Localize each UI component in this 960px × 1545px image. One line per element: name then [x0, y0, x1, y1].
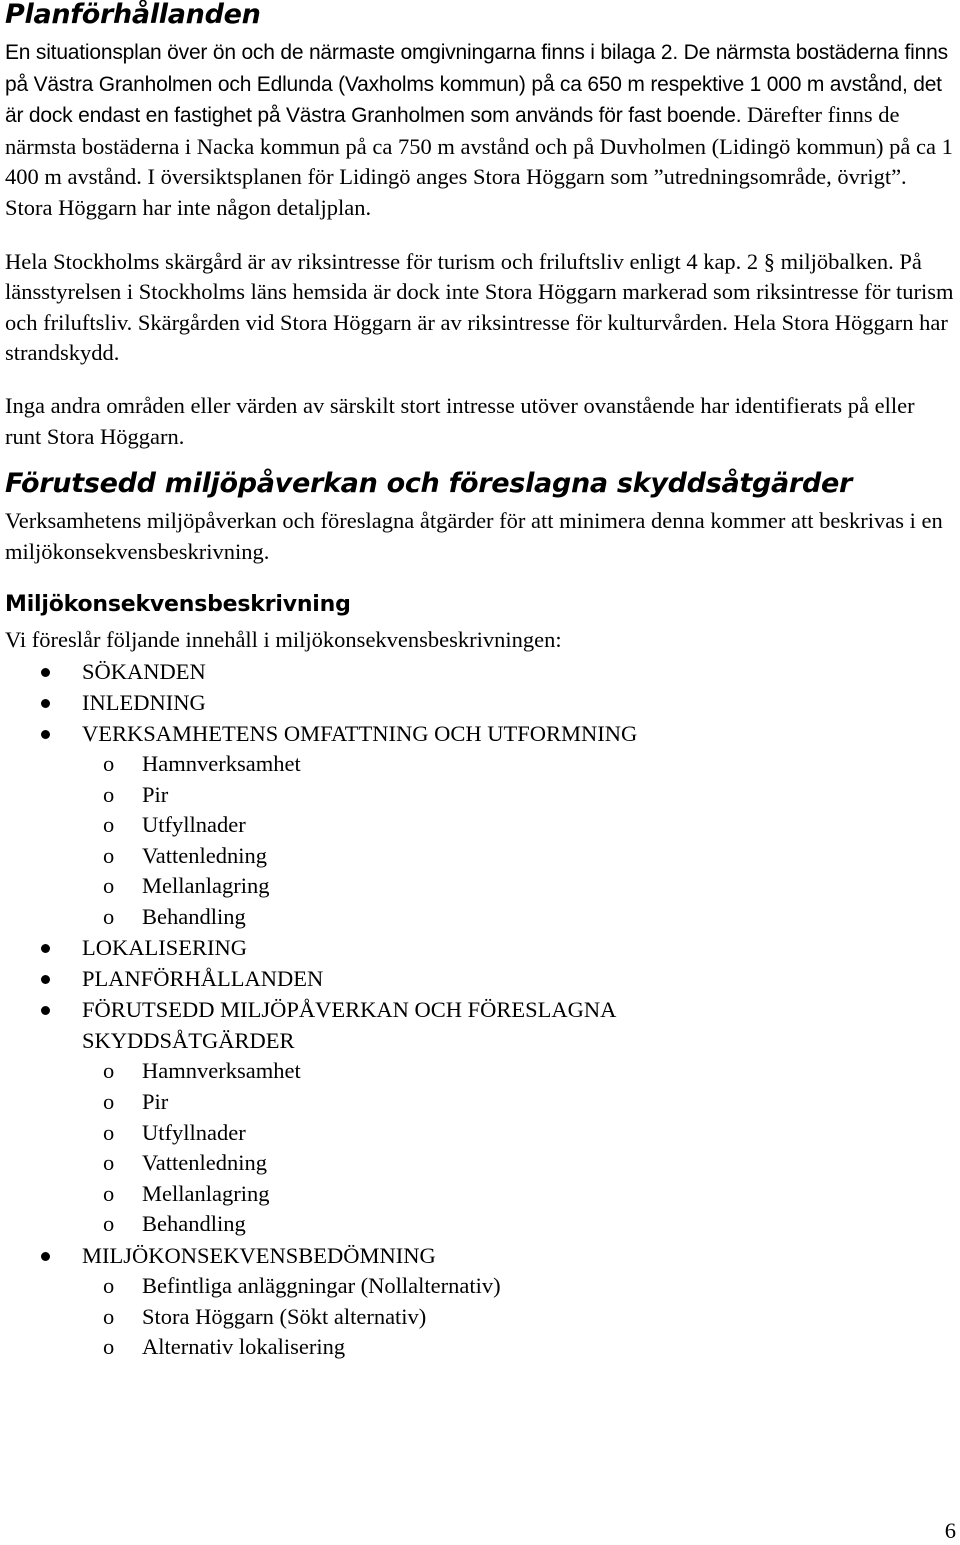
- outline-subitem-label: Pir: [142, 781, 169, 807]
- outline-item: [5, 687, 955, 718]
- bullet-icon: [41, 975, 50, 984]
- sub-bullet-icon: o: [103, 1150, 115, 1176]
- outline-sublist: [82, 749, 955, 933]
- outline-item: [5, 994, 955, 1240]
- sub-bullet-icon: o: [103, 1058, 115, 1084]
- bullet-icon: [41, 944, 50, 953]
- paragraph-verksamhetens: Verksamhetens miljöpåverkan och föreslagna åtgärder för att minimera denna kommer att beskrivas i en miljökonsekvensbeskrivning.: [5, 508, 943, 564]
- outline-sublist: [82, 1056, 955, 1240]
- bullet-icon: [41, 1006, 50, 1015]
- outline-subitem-label: Utfyllnader: [142, 1119, 246, 1145]
- outline-subitem-label: Behandling: [142, 903, 246, 929]
- bullet-icon: [41, 668, 50, 677]
- outline-subitem: [5, 1302, 955, 1333]
- outline-subitem-label: Hamnverksamhet: [142, 750, 301, 776]
- outline-item: [5, 656, 955, 687]
- paragraph-situationsplan-part1: En situationsplan över ön och de närmaste omgivningarna finns i bilaga 2. De närmsta bostäderna finns på Västra Granholmen och Edlunda (Vaxholms kommun) på ca 650 m respektive 1 000 m avstånd, det är dock endast en fastighet på Västra Granholmen som används för fast boende.: [5, 41, 948, 128]
- outline-subitem: [5, 1118, 955, 1149]
- outline-subitem: [5, 841, 955, 872]
- outline-item: [5, 718, 955, 933]
- section-heading-planforhallanden: Planförhållanden: [5, 0, 261, 30]
- outline-subitem: [5, 871, 955, 902]
- sub-bullet-icon: o: [103, 1180, 115, 1206]
- outline-item-label: FÖRUTSEDD MILJÖPÅVERKAN OCH FÖRESLAGNA SKYDDSÅTGÄRDER: [82, 997, 616, 1054]
- paragraph-situationsplan-part2: Därefter finns de närmsta bostäderna i Nacka kommun på ca 750 m avstånd och på Duvholmen (Lidingö kommun) på ca 1 400 m avstånd. I översiktsplanen för Lidingö anges Stora Höggarn som ”utredningsområde, övrigt”. Stora Höggarn har inte någon detaljplan.: [5, 102, 953, 220]
- outline-item-label: VERKSAMHETENS OMFATTNING OCH UTFORMNING: [82, 720, 638, 746]
- outline-item-label: INLEDNING: [82, 689, 206, 715]
- section-heading-forutsedd: Förutsedd miljöpåverkan och föreslagna skyddsåtgärder: [5, 468, 853, 500]
- paragraph-mkb-intro: Vi föreslår följande innehåll i miljökonsekvensbeskrivningen:: [5, 627, 562, 653]
- sub-bullet-icon: o: [103, 842, 115, 868]
- page-number: 6: [944, 1518, 956, 1543]
- outline-subitem: [5, 1087, 955, 1118]
- mkb-outline-list: [5, 656, 955, 1363]
- section-heading-mkb: Miljökonsekvensbeskrivning: [5, 592, 351, 618]
- outline-subitem: [5, 1179, 955, 1210]
- outline-subitem-label: Hamnverksamhet: [142, 1058, 301, 1084]
- outline-subitem-label: Pir: [142, 1089, 169, 1115]
- outline-item-label: LOKALISERING: [82, 935, 247, 961]
- outline-item: [5, 932, 955, 963]
- outline-item: [5, 963, 955, 994]
- bullet-icon: [41, 730, 50, 739]
- outline-subitem-label: Utfyllnader: [142, 812, 246, 838]
- outline-subitem: [5, 1332, 955, 1363]
- outline-item: [5, 1240, 955, 1363]
- outline-subitem-label: Befintliga anläggningar (Nollalternativ): [142, 1273, 501, 1299]
- outline-subitem-label: Vattenledning: [142, 1150, 267, 1176]
- sub-bullet-icon: o: [103, 781, 115, 807]
- outline-item-label: MILJÖKONSEKVENSBEDÖMNING: [82, 1243, 436, 1269]
- sub-bullet-icon: o: [103, 1089, 115, 1115]
- outline-subitem-label: Mellanlagring: [142, 1180, 270, 1206]
- sub-bullet-icon: o: [103, 812, 115, 838]
- paragraph-situationsplan: [5, 37, 955, 224]
- sub-bullet-icon: o: [103, 903, 115, 929]
- paragraph-riksintresse: Hela Stockholms skärgård är av riksintresse för turism och friluftsliv enligt 4 kap. 2 § miljöbalken. På länsstyrelsen i Stockholms läns hemsida är dock inte Stora Höggarn markerad som riksintresse för turism och friluftsliv. Skärgården vid Stora Höggarn är av riksintresse för kulturvården. Hela Stora Höggarn har strandskydd.: [5, 248, 954, 366]
- document-page: [5, 0, 955, 1363]
- outline-item-label: PLANFÖRHÅLLANDEN: [82, 966, 324, 992]
- sub-bullet-icon: o: [103, 1273, 115, 1299]
- outline-subitem-label: Alternativ lokalisering: [142, 1334, 346, 1360]
- outline-sublist: [82, 1271, 955, 1363]
- outline-subitem: [5, 1148, 955, 1179]
- outline-subitem-label: Mellanlagring: [142, 873, 270, 899]
- outline-item-label: SÖKANDEN: [82, 658, 206, 684]
- outline-subitem-label: Behandling: [142, 1211, 246, 1237]
- outline-subitem: [5, 1271, 955, 1302]
- sub-bullet-icon: o: [103, 873, 115, 899]
- sub-bullet-icon: o: [103, 750, 115, 776]
- sub-bullet-icon: o: [103, 1211, 115, 1237]
- sub-bullet-icon: o: [103, 1334, 115, 1360]
- bullet-icon: [41, 1252, 50, 1261]
- sub-bullet-icon: o: [103, 1303, 115, 1329]
- outline-subitem: [5, 749, 955, 780]
- paragraph-inga-andra: Inga andra områden eller värden av särskilt stort intresse utöver ovanstående har identifierats på eller runt Stora Höggarn.: [5, 392, 915, 449]
- sub-bullet-icon: o: [103, 1119, 115, 1145]
- outline-subitem: [5, 1056, 955, 1087]
- outline-subitem: [5, 810, 955, 841]
- outline-subitem: [5, 780, 955, 811]
- bullet-icon: [41, 699, 50, 708]
- outline-subitem-label: Stora Höggarn (Sökt alternativ): [142, 1303, 427, 1329]
- outline-subitem: [5, 1209, 955, 1240]
- outline-subitem: [5, 902, 955, 933]
- outline-subitem-label: Vattenledning: [142, 842, 267, 868]
